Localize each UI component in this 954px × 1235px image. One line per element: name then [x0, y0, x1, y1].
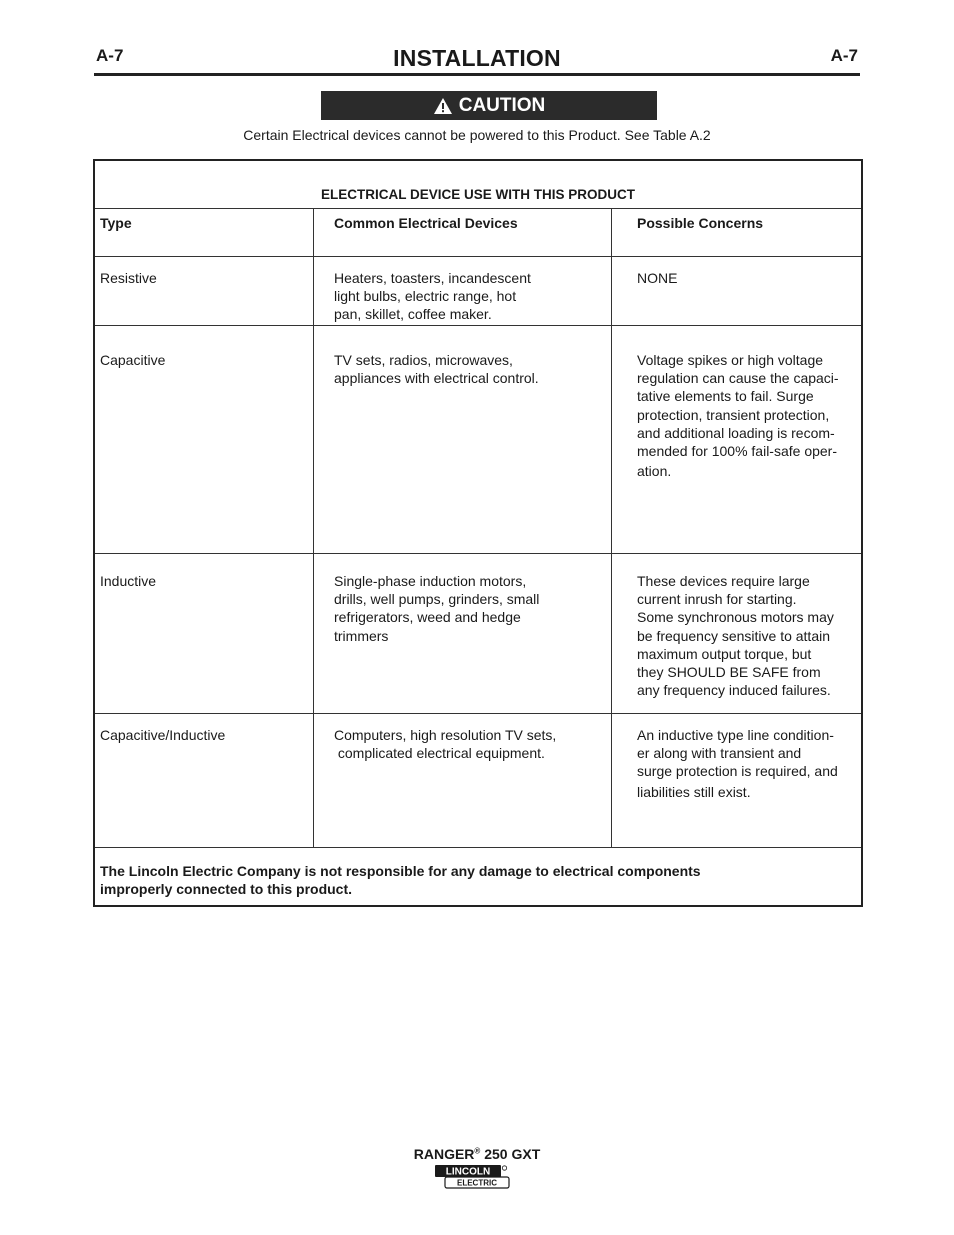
- text-line: refrigerators, weed and hedge: [334, 609, 521, 626]
- row-divider: [95, 325, 861, 326]
- row-concerns: [637, 351, 861, 480]
- row-type: Capacitive: [100, 352, 166, 368]
- row-divider: [95, 847, 861, 848]
- text-line: maximum output torque, but: [637, 645, 812, 662]
- text-line: er along with transient and: [637, 745, 802, 762]
- text-line: improperly connected to this product.: [100, 881, 353, 897]
- row-devices: [334, 572, 604, 645]
- text-line: An inductive type line condition-: [637, 727, 834, 743]
- text-line: drills, well pumps, grinders, small: [334, 591, 540, 608]
- lincoln-electric-logo: [434, 1164, 510, 1190]
- header-devices: Common Electrical Devices: [334, 215, 518, 231]
- column-divider: [313, 208, 314, 847]
- electrical-device-table: [93, 159, 863, 907]
- page-number-right: A-7: [830, 46, 858, 65]
- row-concerns: [637, 269, 861, 287]
- text-line: and additional loading is recom-: [637, 424, 835, 441]
- text-line: pan, skillet, coffee maker.: [334, 306, 492, 323]
- row-devices: [334, 351, 604, 387]
- registered-mark: ®: [474, 1146, 481, 1156]
- logo-bottom-text: ELECTRIC: [457, 1178, 497, 1188]
- caution-label: CAUTION: [458, 94, 546, 116]
- text-line: NONE: [637, 270, 678, 286]
- text-line: appliances with electrical control.: [334, 370, 539, 387]
- page-footer: [0, 1146, 954, 1164]
- model-name: [414, 1146, 541, 1162]
- row-type: Inductive: [100, 573, 157, 589]
- text-line: Voltage spikes or high voltage: [637, 352, 824, 368]
- text-line: Single-phase induction motors,: [334, 573, 527, 589]
- row-divider: [95, 713, 861, 714]
- row-concerns: [637, 572, 861, 699]
- text-line: current inrush for starting.: [637, 591, 797, 608]
- text-line: any frequency induced failures.: [637, 682, 831, 699]
- warning-triangle-icon: [433, 97, 453, 115]
- text-line: complicated electrical equipment.: [334, 745, 545, 762]
- row-devices: [334, 269, 604, 324]
- page-header: [94, 42, 860, 76]
- caution-banner: [321, 91, 657, 120]
- row-divider: [95, 256, 861, 257]
- text-line: mended for 100% fail-safe oper-: [637, 443, 837, 460]
- text-line: surge protection is required, and: [637, 763, 838, 780]
- text-line: Heaters, toasters, incandescent: [334, 270, 531, 286]
- text-line: light bulbs, electric range, hot: [334, 288, 517, 305]
- header-concerns: Possible Concerns: [637, 215, 764, 231]
- text-line: liabilities still exist.: [637, 783, 751, 800]
- section-title: INSTALLATION: [393, 45, 561, 71]
- model-suffix: 250 GXT: [480, 1146, 541, 1162]
- row-divider: [95, 208, 861, 209]
- row-devices: [334, 726, 604, 762]
- text-line: ation.: [637, 463, 672, 480]
- logo-top-text: LINCOLN: [445, 1166, 491, 1178]
- text-line: tative elements to fail. Surge: [637, 388, 814, 405]
- model-text: RANGER: [413, 1146, 475, 1162]
- table-title: ELECTRICAL DEVICE USE WITH THIS PRODUCT: [320, 187, 635, 202]
- text-line: TV sets, radios, microwaves,: [334, 352, 513, 368]
- text-line: be frequency sensitive to attain: [637, 627, 831, 644]
- text-line: they SHOULD BE SAFE from: [637, 664, 821, 681]
- page-number-left: A-7: [96, 46, 124, 65]
- row-type: Capacitive/Inductive: [100, 727, 226, 743]
- header-type: Type: [100, 215, 132, 231]
- row-concerns: [637, 726, 861, 801]
- text-line: The Lincoln Electric Company is not responsible for any damage to electrical components: [100, 863, 701, 879]
- text-line: regulation can cause the capaci-: [637, 370, 839, 387]
- row-type: Resistive: [100, 270, 157, 286]
- text-line: Computers, high resolution TV sets,: [334, 727, 557, 743]
- text-line: These devices require large: [637, 573, 810, 589]
- liability-note: [100, 862, 840, 898]
- caution-text: Certain Electrical devices cannot be powered to this Product. See Table A.2: [243, 127, 711, 143]
- text-line: trimmers: [334, 627, 389, 644]
- row-divider: [95, 553, 861, 554]
- column-divider: [611, 208, 612, 847]
- text-line: protection, transient protection,: [637, 406, 830, 423]
- text-line: Some synchronous motors may: [637, 609, 834, 626]
